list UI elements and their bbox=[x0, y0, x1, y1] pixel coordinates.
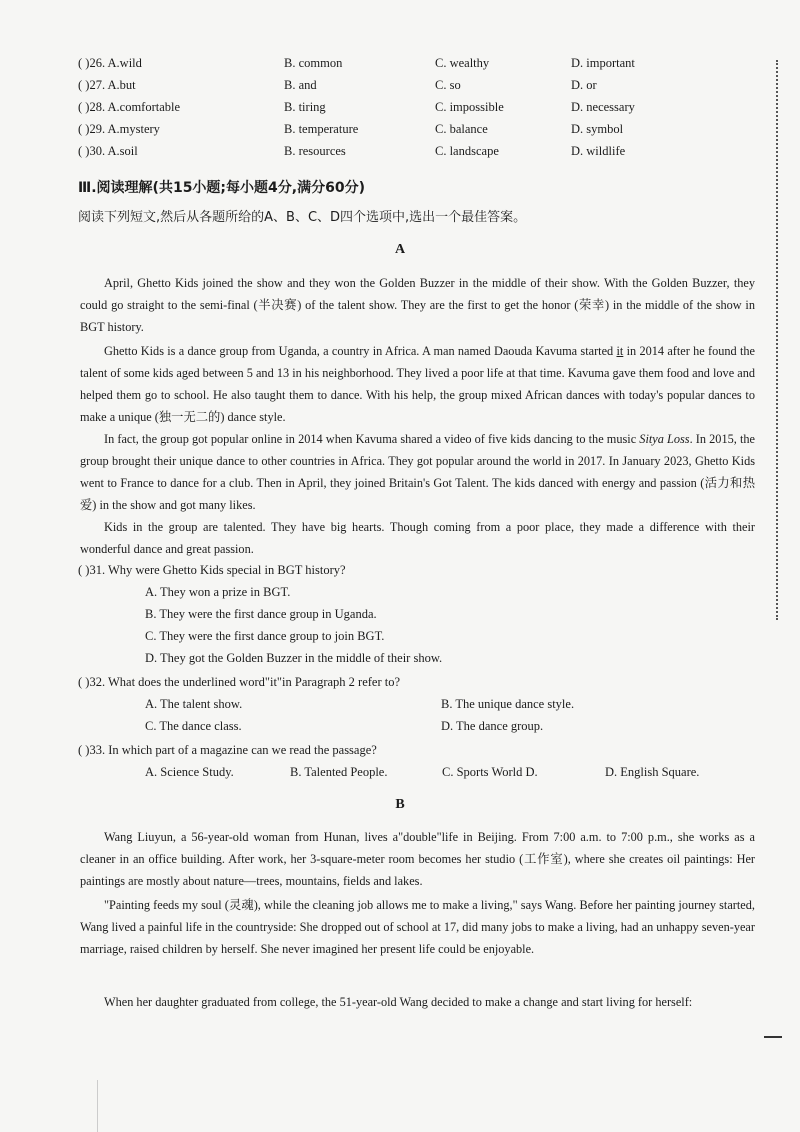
passage-a-letter: A bbox=[394, 242, 406, 257]
cloze-option-b[interactable]: B. and bbox=[284, 78, 317, 92]
cloze-option-b[interactable]: B. tiring bbox=[284, 100, 326, 114]
passage-a-paragraph-1: April, Ghetto Kids joined the show and they won the Golden Buzzer in the middle of their show. With the Golden Buzzer, they could go straight to the semi-final (半决赛) of the talent show. They are the first to get the honor (荣幸) in the middle of the show in BGT history. bbox=[80, 276, 755, 334]
cloze-option-a[interactable]: ( )27. A.but bbox=[78, 78, 136, 92]
question-31-option-b[interactable]: B. They were the first dance group in Uganda. bbox=[145, 607, 377, 621]
question-32-option-b[interactable]: B. The unique dance style. bbox=[441, 697, 575, 711]
question-32-option-c[interactable]: C. The dance class. bbox=[145, 719, 242, 733]
cloze-option-d[interactable]: D. wildlife bbox=[571, 144, 626, 158]
cloze-option-c[interactable]: C. so bbox=[435, 78, 461, 92]
question-31-option-a[interactable]: A. They won a prize in BGT. bbox=[145, 585, 291, 599]
question-33-option-b[interactable]: B. Talented People. bbox=[290, 765, 388, 779]
question-33-option-c[interactable]: C. Sports World D. bbox=[442, 765, 538, 779]
cloze-option-b[interactable]: B. resources bbox=[284, 144, 346, 158]
question-33-option-a[interactable]: A. Science Study. bbox=[145, 765, 234, 779]
cloze-option-c[interactable]: C. impossible bbox=[435, 100, 504, 114]
passage-b-paragraph-3: When her daughter graduated from college, the 51-year-old Wang decided to make a change and start living for herself: bbox=[104, 995, 693, 1009]
cloze-option-d[interactable]: D. or bbox=[571, 78, 597, 92]
underlined-word: it bbox=[616, 344, 624, 358]
cloze-option-a[interactable]: ( )26. A.wild bbox=[78, 56, 142, 70]
song-title: Sitya Loss bbox=[639, 432, 690, 446]
question-32-stem: ( )32. What does the underlined word"it"in Paragraph 2 refer to? bbox=[78, 675, 401, 689]
cloze-option-a[interactable]: ( )29. A.mystery bbox=[78, 122, 160, 136]
passage-a-paragraph-4: Kids in the group are talented. They have big hearts. Though coming from a poor place, they made a difference with their wonderful dance and great passion. bbox=[80, 520, 755, 556]
cloze-option-a[interactable]: ( )28. A.comfortable bbox=[78, 100, 181, 114]
section-title: Ⅲ.阅读理解(共15小题;每小题4分,满分60分) bbox=[78, 180, 365, 196]
question-32-option-d[interactable]: D. The dance group. bbox=[441, 719, 544, 733]
passage-a-paragraph-3 bbox=[80, 428, 755, 516]
question-33-option-d[interactable]: D. English Square. bbox=[605, 765, 700, 779]
binding-dotted-line bbox=[776, 60, 778, 620]
passage-b-paragraph-1: Wang Liuyun, a 56-year-old woman from Hunan, lives a"double"life in Beijing. From 7:00 a.m. to 7:00 p.m., she works as a cleaner in an office building. After work, her 3-square-meter room becomes her studio (工作室), where she creates oil paintings: Her paintings are mostly about nature—trees, mountains, fields and lakes. bbox=[80, 830, 755, 888]
passage-b-letter: B bbox=[395, 797, 405, 812]
cloze-option-c[interactable]: C. landscape bbox=[435, 144, 499, 158]
cloze-option-a[interactable]: ( )30. A.soil bbox=[78, 144, 138, 158]
paragraph-text: . In 2015, the group brought their unique dance to other countries in Africa. They got popular around the world in 2017. In January 2023, Ghetto Kids went to France to dance for a club. Then in April, they joined Britain's Got Talent. The kids danced with energy and passion (活力和热爱) in the show and got many likes. bbox=[80, 432, 755, 512]
question-32-option-a[interactable]: A. The talent show. bbox=[145, 697, 243, 711]
cloze-option-d[interactable]: D. necessary bbox=[571, 100, 635, 114]
question-31-stem: ( )31. Why were Ghetto Kids special in BGT history? bbox=[78, 563, 346, 577]
question-33-stem: ( )33. In which part of a magazine can we read the passage? bbox=[78, 743, 377, 757]
passage-b-paragraph-2: "Painting feeds my soul (灵魂), while the cleaning job allows me to make a living," says Wang. Before her painting journey started, Wang lived a painful life in the countryside: She dropped out of school at 17, did many jobs to make a living, had an unhappy seven-year marriage, raised children by herself. She never imagined her present life could be enjoyable. bbox=[80, 898, 755, 956]
question-31-option-d[interactable]: D. They got the Golden Buzzer in the middle of their show. bbox=[145, 651, 443, 665]
passage-a-paragraph-2 bbox=[80, 340, 755, 428]
paragraph-text: In fact, the group got popular online in 2014 when Kavuma shared a video of five kids dancing to the music bbox=[104, 432, 640, 446]
section-instruction: 阅读下列短文,然后从各题所给的A、B、C、D四个选项中,选出一个最佳答案。 bbox=[78, 210, 527, 225]
cloze-option-b[interactable]: B. temperature bbox=[284, 122, 359, 136]
margin-line bbox=[97, 1080, 98, 1132]
paragraph-text: in 2014 after he found the talent of some kids aged between 5 and 13 in his neighborhood. They lived a poor life at that time. Kavuma gave them food and love and helped them go to school. He also taught them to dance. With his help, the group mixed African dances with today's popular dances to make a unique (独一无二的) dance style. bbox=[80, 344, 755, 424]
cloze-option-d[interactable]: D. important bbox=[571, 56, 635, 70]
cloze-option-c[interactable]: C. balance bbox=[435, 122, 488, 136]
cloze-option-d[interactable]: D. symbol bbox=[571, 122, 624, 136]
cloze-option-c[interactable]: C. wealthy bbox=[435, 56, 490, 70]
cloze-option-b[interactable]: B. common bbox=[284, 56, 343, 70]
edge-dash-mark bbox=[764, 1036, 782, 1038]
question-31-option-c[interactable]: C. They were the first dance group to join BGT. bbox=[145, 629, 385, 643]
paragraph-text: Ghetto Kids is a dance group from Uganda, a country in Africa. A man named Daouda Kavuma started bbox=[104, 344, 617, 358]
